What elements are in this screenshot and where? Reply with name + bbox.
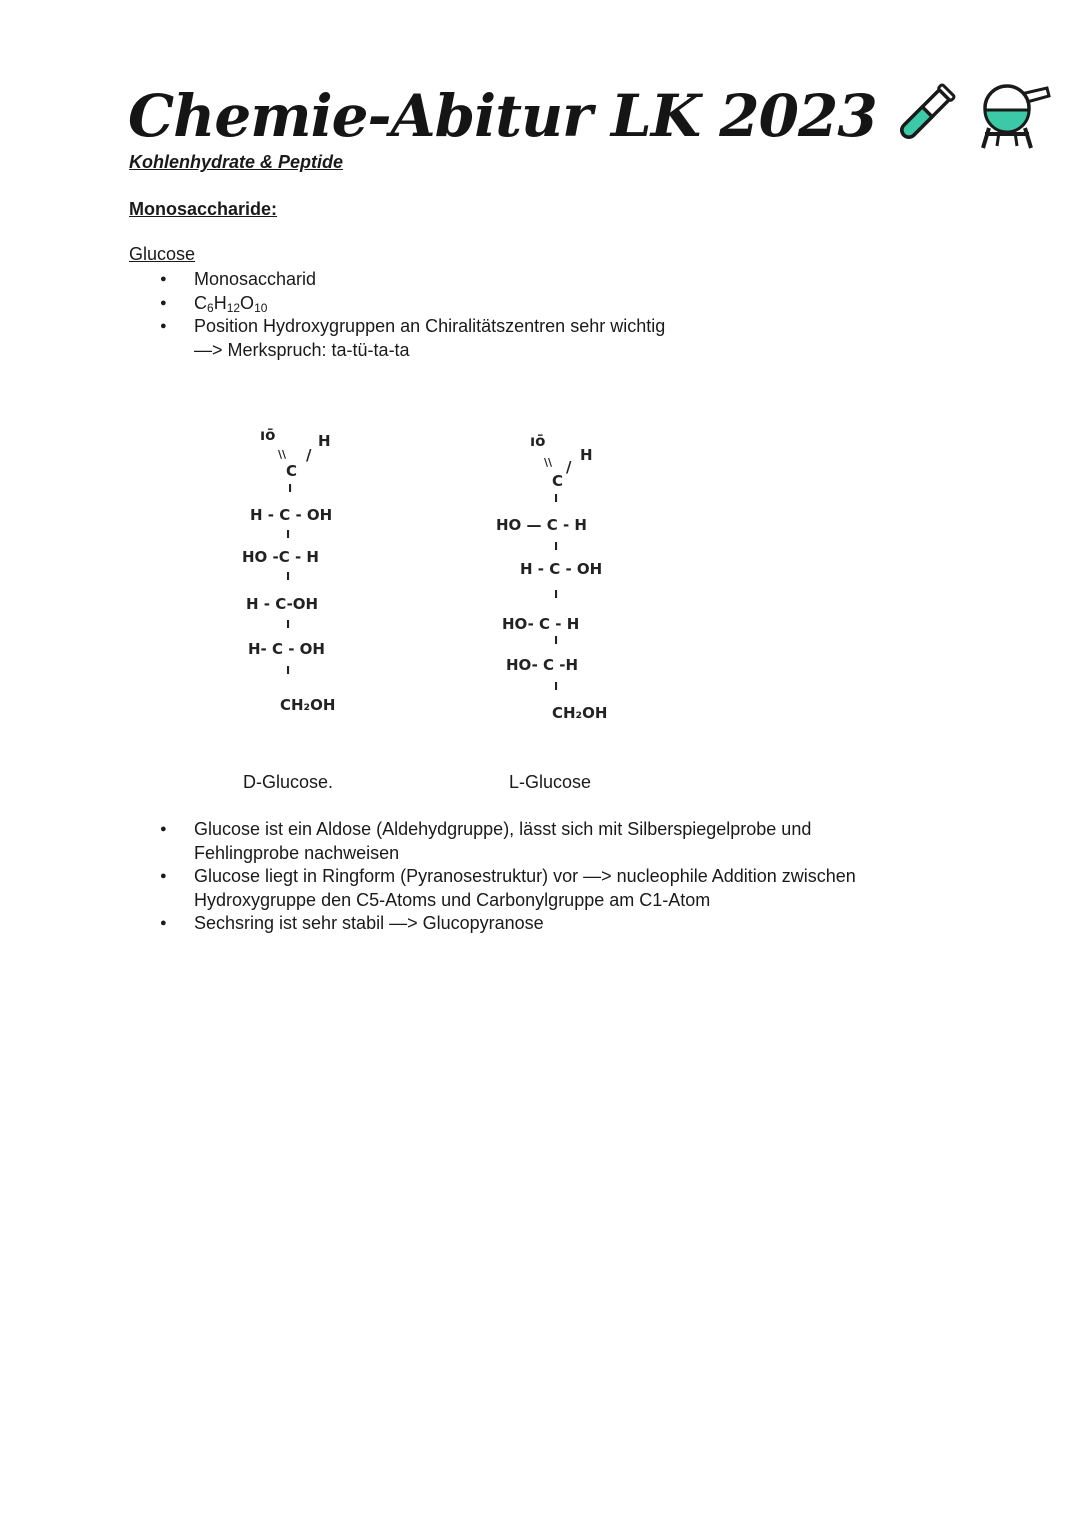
bond: I [286,570,291,583]
bond: I [554,540,559,553]
bond: I [286,618,291,631]
single-bond: / [566,458,572,476]
page-title: Chemie-Abitur LK 2023 [128,82,877,150]
page-subtitle: Kohlenhydrate & Peptide [129,152,344,172]
title-icons [885,78,1053,154]
bond: I [554,588,559,601]
structure-row: HO- C -H [506,656,579,674]
list-item: ● Glucose ist ein Aldose (Aldehydgruppe), lässt sich mit Silberspiegelprobe und Fehlingprobe nachweisen [0,818,1000,865]
structure-row: HO — C - H [496,516,587,534]
list-item: ● Position Hydroxygruppen an Chiralitätszentren sehr wichtig —> Merkspruch: ta-tü-ta-ta [0,315,1000,362]
bond: I [554,492,559,505]
sub-heading: Glucose [129,244,196,264]
carbonyl-oxygen: ıō [260,426,276,444]
structure-row: HO- C - H [502,615,580,633]
single-bond: / [306,446,312,464]
l-glucose-caption: L-Glucose [509,772,592,792]
aldehyde-hydrogen: H [318,432,331,450]
bond: I [286,528,291,541]
list-item: ● Monosaccharid [0,268,1000,292]
bullet-list-top [0,268,1000,362]
carbonyl-oxygen: ıō [530,432,546,450]
title-row [128,78,1053,154]
list-item: ● Glucose liegt in Ringform (Pyranosestruktur) vor —> nucleophile Addition zwischen Hydroxygruppe den C5-Atoms und Carbonylgruppe am C1-Atom [0,865,1000,912]
bond: I [286,664,291,677]
l-glucose-structure [494,430,644,730]
structure-row: H - C - OH [520,560,603,578]
section-heading: Monosaccharide: [129,199,278,219]
terminal-group: CH₂OH [280,696,336,714]
test-tube-icon [885,78,961,154]
double-bond: \\ [544,456,553,469]
bond: I [554,680,559,693]
bullet-list-bottom [0,818,1000,936]
list-item: ● Sechsring ist sehr stabil —> Glucopyranose [0,912,1000,936]
structure-row: H - C - OH [250,506,333,524]
terminal-group: CH₂OH [552,704,608,722]
list-item-formula: ● $C_6H_{12}O_{10}$ [0,292,1000,316]
d-glucose-structure [238,424,378,724]
bond: I [554,634,559,647]
flask-icon [969,80,1053,152]
structure-row: H- C - OH [248,640,325,658]
double-bond: \\ [278,448,287,461]
bond: I [288,482,293,495]
d-glucose-caption: D-Glucose. [243,772,334,792]
structure-row: H - C-OH [246,595,319,613]
carbon-1: C [552,472,564,490]
structure-row: HO -C - H [242,548,319,566]
carbon-1: C [286,462,298,480]
aldehyde-hydrogen: H [580,446,593,464]
